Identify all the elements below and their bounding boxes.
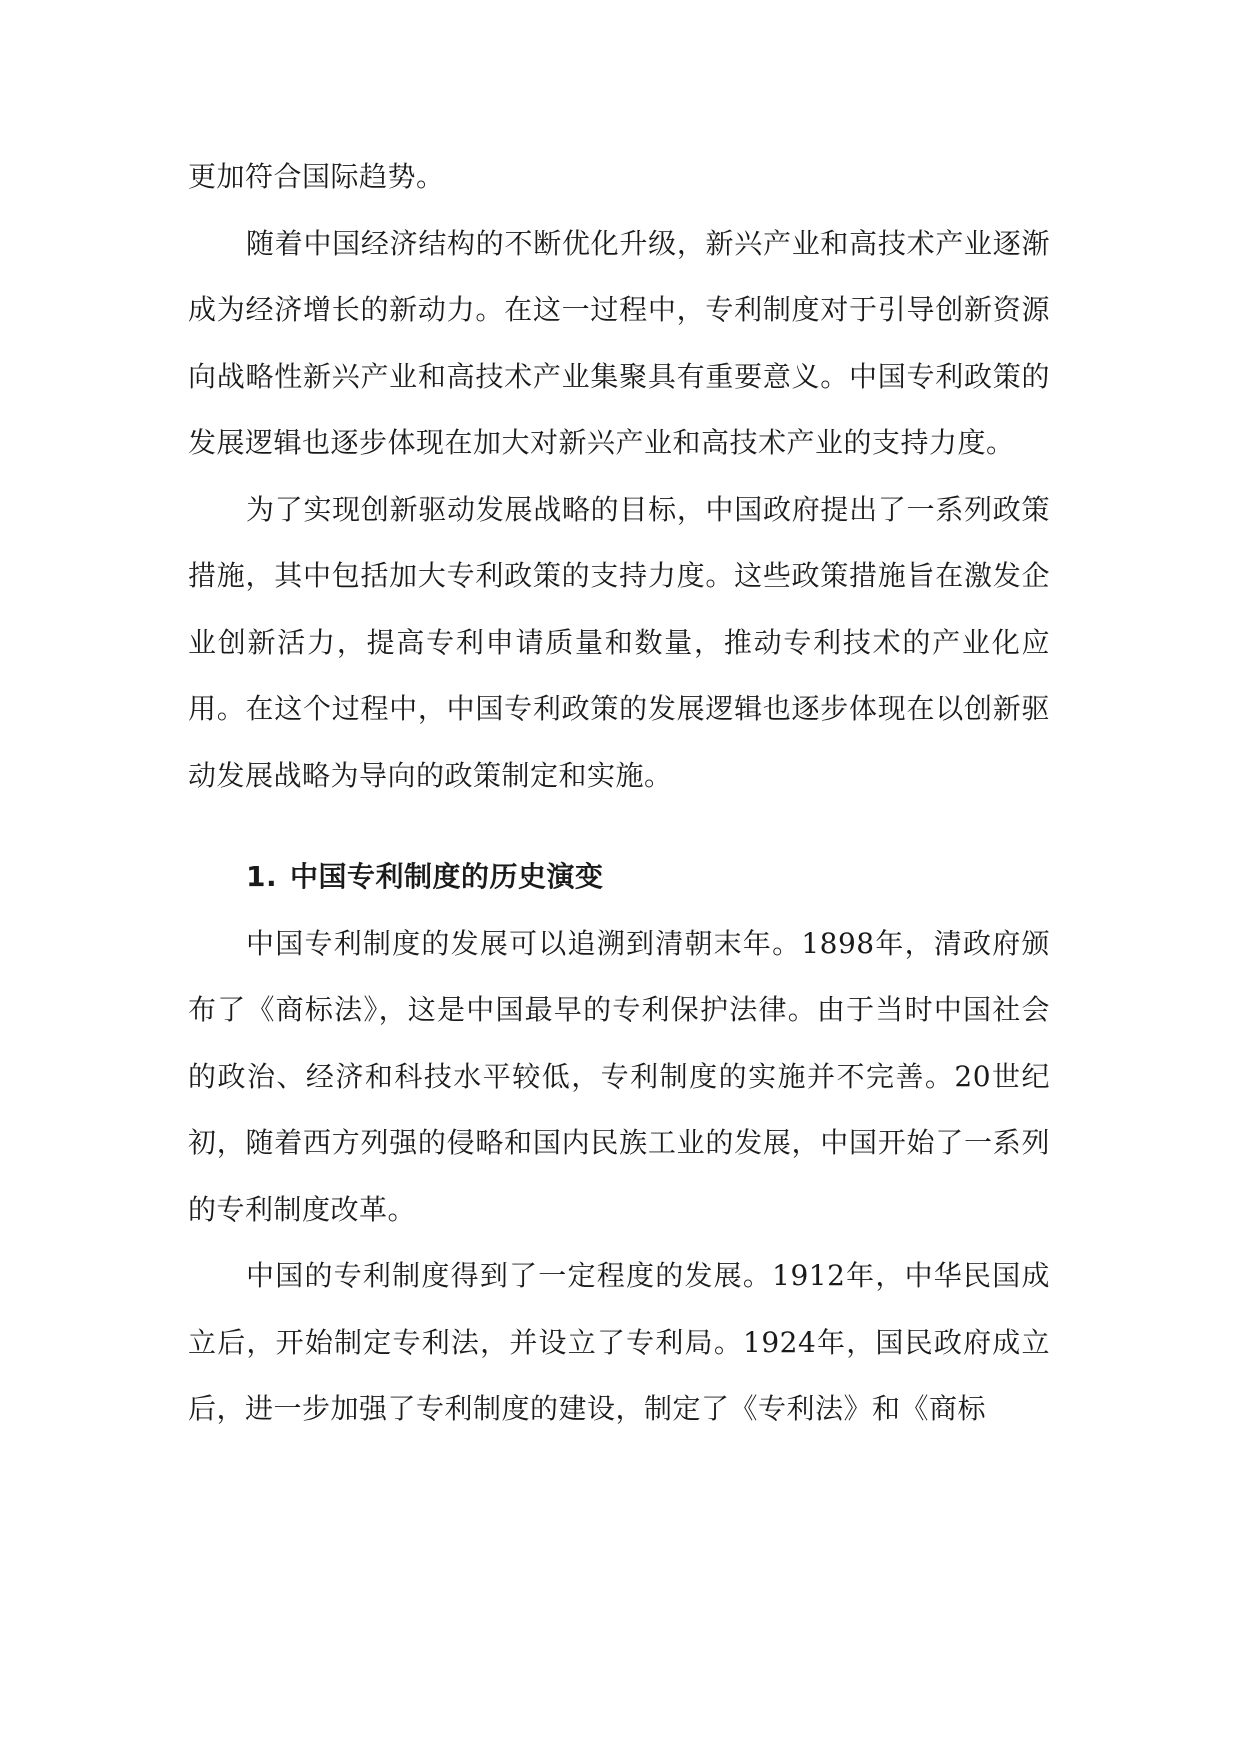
section-number: 1. xyxy=(246,860,278,893)
section-title: 中国专利制度的历史演变 xyxy=(290,860,604,893)
section-heading xyxy=(188,809,1050,911)
paragraph-continuation: 更加符合国际趋势。 xyxy=(188,160,445,193)
paragraph-qing-dynasty: 中国专利制度的发展可以追溯到清朝末年。1898年，清政府颁布了《商标法》，这是中国最早的专利保护法律。由于当时中国社会的政治、经济和科技水平较低，专利制度的实施并不完善。20世纪初，随着西方列强的侵略和国内民族工业的发展，中国开始了一系列的专利制度改革。 xyxy=(188,926,1050,1226)
paragraph-emerging-industries: 随着中国经济结构的不断优化升级，新兴产业和高技术产业逐渐成为经济增长的新动力。在这一过程中，专利制度对于引导创新资源向战略性新兴产业和高技术产业集聚具有重要意义。中国专利政策的发展逻辑也逐步体现在加大对新兴产业和高技术产业的支持力度。 xyxy=(188,226,1050,459)
paragraph-republic-era: 中国的专利制度得到了一定程度的发展。1912年，中华民国成立后，开始制定专利法，并设立了专利局。1924年，国民政府成立后，进一步加强了专利制度的建设，制定了《专利法》和《商标 xyxy=(188,1259,1050,1425)
document-body xyxy=(188,144,1050,1443)
paragraph-innovation-strategy: 为了实现创新驱动发展战略的目标，中国政府提出了一系列政策措施，其中包括加大专利政策的支持力度。这些政策措施旨在激发企业创新活力，提高专利申请质量和数量，推动专利技术的产业化应用。在这个过程中，中国专利政策的发展逻辑也逐步体现在以创新驱动发展战略为导向的政策制定和实施。 xyxy=(188,492,1050,792)
